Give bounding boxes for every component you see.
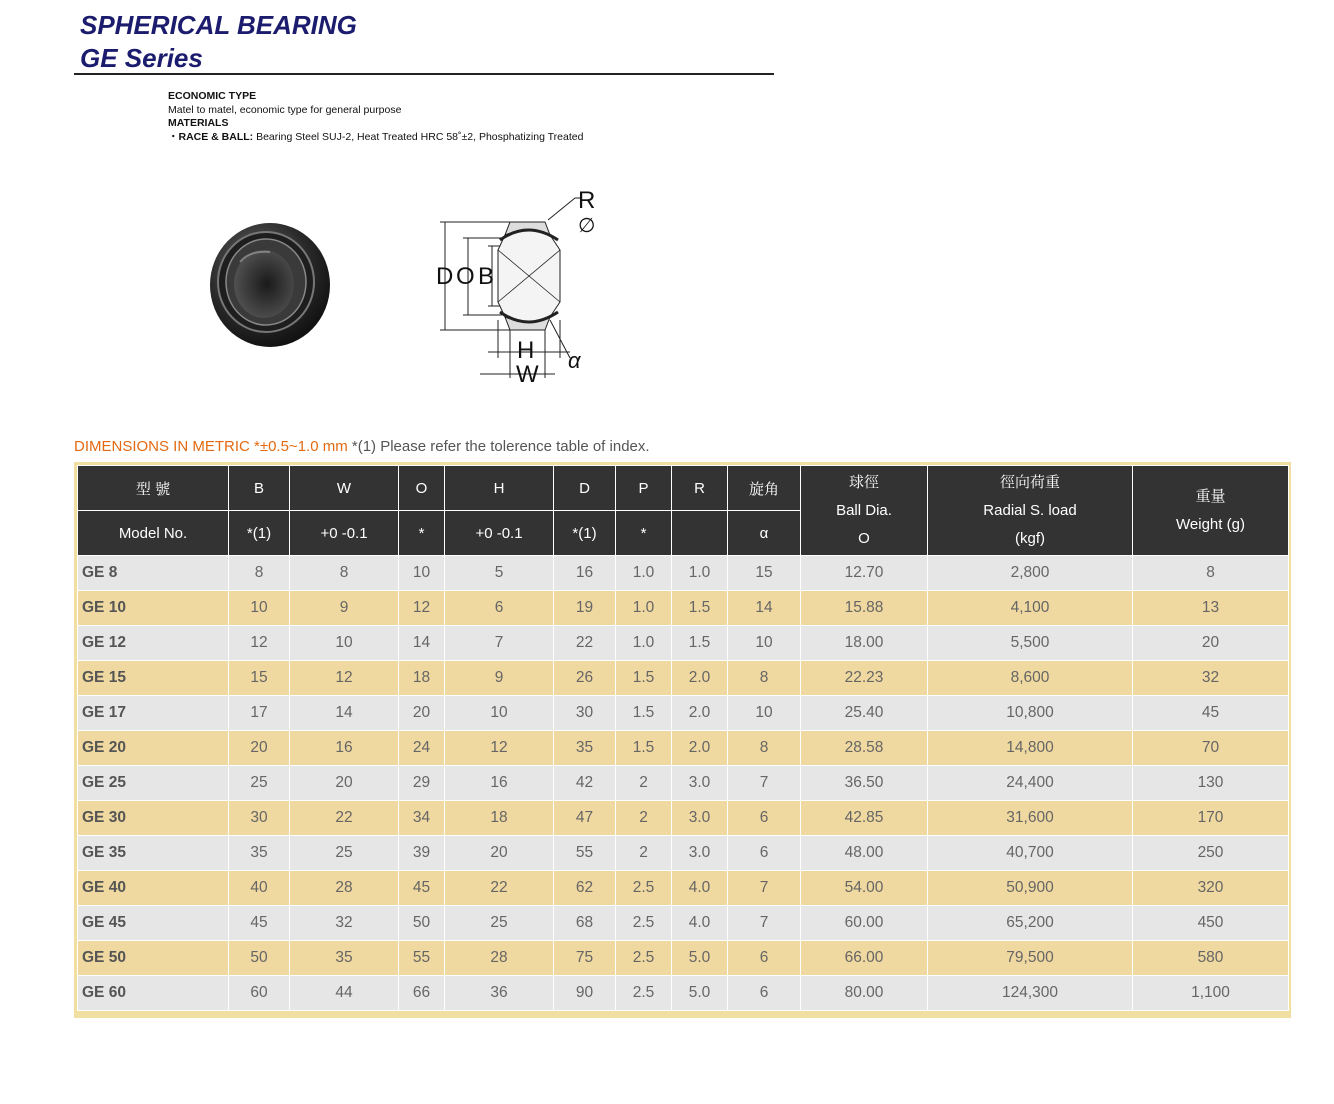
value-cell: 70 [1133,731,1289,766]
header-cell: 旋角 [728,466,801,511]
model-cell: GE 35 [78,836,229,871]
header-cell: *(1) [229,511,290,556]
header-cell-radial-load: 徑向荷重 Radial S. load (kgf) [928,466,1133,556]
value-cell: 29 [399,766,445,801]
value-cell: 40 [229,871,290,906]
value-cell: 32 [1133,661,1289,696]
value-cell: 2 [616,836,672,871]
value-cell: 18.00 [801,626,928,661]
table-row [78,801,1289,836]
table-row [78,976,1289,1011]
value-cell: 3.0 [672,766,728,801]
value-cell: 2 [616,801,672,836]
product-description [168,90,583,144]
race-label: ・RACE & BALL: [168,130,254,143]
value-cell: 66 [399,976,445,1011]
model-cell: GE 12 [78,626,229,661]
value-cell: 22.23 [801,661,928,696]
value-cell: 1.0 [616,556,672,591]
value-cell: 60 [229,976,290,1011]
value-cell: 7 [445,626,554,661]
value-cell: 19 [554,591,616,626]
value-cell: 7 [728,871,801,906]
table-row [78,941,1289,976]
value-cell: 17 [229,696,290,731]
value-cell: 47 [554,801,616,836]
header-cell: B [229,466,290,511]
value-cell: 14 [290,696,399,731]
value-cell: 5.0 [672,941,728,976]
value-cell: 35 [229,836,290,871]
dimensions-note [74,438,650,455]
value-cell: 25 [445,906,554,941]
table-row [78,871,1289,906]
value-cell: 15.88 [801,591,928,626]
diagram-label-o: O [456,263,475,290]
model-cell: GE 40 [78,871,229,906]
value-cell: 45 [1133,696,1289,731]
value-cell: 10 [290,626,399,661]
value-cell: 54.00 [801,871,928,906]
value-cell: 35 [290,941,399,976]
diagram-label-w: W [516,361,539,388]
value-cell: 1.0 [616,591,672,626]
dimensions-note-tolerance: *(1) Please refer the tolerence table of index. [347,438,650,455]
value-cell: 14 [728,591,801,626]
value-cell: 35 [554,731,616,766]
value-cell: 2.5 [616,941,672,976]
value-cell: 20 [1133,626,1289,661]
value-cell: 50,900 [928,871,1133,906]
header-cell: W [290,466,399,511]
materials-line [168,131,583,145]
value-cell: 42.85 [801,801,928,836]
value-cell: 14,800 [928,731,1133,766]
dimensions-table-frame [74,462,1291,1018]
header-cell: +0 -0.1 [290,511,399,556]
type-label: ECONOMIC TYPE [168,90,257,102]
value-cell: 25.40 [801,696,928,731]
value-cell: 66.00 [801,941,928,976]
value-cell: 34 [399,801,445,836]
table-row [78,556,1289,591]
value-cell: 14 [399,626,445,661]
value-cell: 2,800 [928,556,1133,591]
value-cell: 40,700 [928,836,1133,871]
value-cell: 2.5 [616,976,672,1011]
value-cell: 8,600 [928,661,1133,696]
model-cell: GE 10 [78,591,229,626]
value-cell: 12 [229,626,290,661]
value-cell: 12.70 [801,556,928,591]
value-cell: 5,500 [928,626,1133,661]
value-cell: 22 [445,871,554,906]
table-row [78,766,1289,801]
value-cell: 15 [229,661,290,696]
value-cell: 6 [445,591,554,626]
value-cell: 80.00 [801,976,928,1011]
bearing-photo [200,210,340,355]
model-cell: GE 60 [78,976,229,1011]
value-cell: 20 [399,696,445,731]
value-cell: 7 [728,906,801,941]
diagram-label-b: B [478,263,495,290]
header-row-1 [78,466,1289,511]
value-cell: 18 [445,801,554,836]
value-cell: 10 [399,556,445,591]
value-cell: 13 [1133,591,1289,626]
value-cell: 8 [728,661,801,696]
value-cell: 7 [728,766,801,801]
model-cell: GE 15 [78,661,229,696]
value-cell: 124,300 [928,976,1133,1011]
value-cell: 8 [728,731,801,766]
value-cell: 8 [1133,556,1289,591]
diagram-label-phi: ∅ [578,215,596,237]
value-cell: 22 [290,801,399,836]
value-cell: 2.5 [616,906,672,941]
model-cell: GE 50 [78,941,229,976]
value-cell: 16 [290,731,399,766]
value-cell: 60.00 [801,906,928,941]
value-cell: 18 [399,661,445,696]
value-cell: 6 [728,941,801,976]
value-cell: 22 [554,626,616,661]
bearing-cross-section-diagram [430,180,620,390]
value-cell: 12 [290,661,399,696]
value-cell: 20 [229,731,290,766]
header-cell: P [616,466,672,511]
dimensions-note-metric: DIMENSIONS IN METRIC *±0.5~1.0 mm [74,438,348,455]
value-cell: 4,100 [928,591,1133,626]
value-cell: 5 [445,556,554,591]
model-cell: GE 45 [78,906,229,941]
value-cell: 36 [445,976,554,1011]
value-cell: 55 [399,941,445,976]
value-cell: 16 [554,556,616,591]
value-cell: 62 [554,871,616,906]
header-cell: * [399,511,445,556]
value-cell: 6 [728,976,801,1011]
value-cell: 9 [290,591,399,626]
header-cell: α [728,511,801,556]
value-cell: 2.5 [616,871,672,906]
value-cell: 75 [554,941,616,976]
diagram-label-r: R [578,187,596,214]
value-cell: 45 [229,906,290,941]
value-cell: 3.0 [672,801,728,836]
model-cell: GE 8 [78,556,229,591]
value-cell: 8 [290,556,399,591]
value-cell: 1.5 [672,626,728,661]
value-cell: 90 [554,976,616,1011]
value-cell: 20 [445,836,554,871]
page-subtitle: GE Series [80,43,203,73]
value-cell: 10 [728,696,801,731]
value-cell: 2 [616,766,672,801]
value-cell: 1.0 [616,626,672,661]
value-cell: 6 [728,836,801,871]
header-cell-ball-dia: 球徑 Ball Dia. O [801,466,928,556]
value-cell: 12 [445,731,554,766]
table-row [78,836,1289,871]
model-cell: GE 17 [78,696,229,731]
value-cell: 68 [554,906,616,941]
value-cell: 50 [399,906,445,941]
value-cell: 45 [399,871,445,906]
table-row [78,906,1289,941]
value-cell: 65,200 [928,906,1133,941]
table-body [78,556,1289,1011]
value-cell: 9 [445,661,554,696]
value-cell: 2.0 [672,661,728,696]
value-cell: 1.5 [616,661,672,696]
value-cell: 580 [1133,941,1289,976]
value-cell: 79,500 [928,941,1133,976]
diagram-label-h: H [517,337,535,364]
value-cell: 36.50 [801,766,928,801]
value-cell: 48.00 [801,836,928,871]
value-cell: 2.0 [672,731,728,766]
value-cell: 10,800 [928,696,1133,731]
value-cell: 15 [728,556,801,591]
value-cell: 26 [554,661,616,696]
value-cell: 24,400 [928,766,1133,801]
table-row [78,661,1289,696]
value-cell: 55 [554,836,616,871]
header-cell [672,511,728,556]
value-cell: 4.0 [672,906,728,941]
value-cell: 10 [229,591,290,626]
value-cell: 320 [1133,871,1289,906]
model-cell: GE 20 [78,731,229,766]
value-cell: 1.0 [672,556,728,591]
table-row [78,591,1289,626]
value-cell: 1.5 [616,696,672,731]
header-cell: Model No. [78,511,229,556]
value-cell: 6 [728,801,801,836]
header-cell: H [445,466,554,511]
value-cell: 44 [290,976,399,1011]
value-cell: 28 [290,871,399,906]
table-row [78,696,1289,731]
value-cell: 31,600 [928,801,1133,836]
value-cell: 12 [399,591,445,626]
value-cell: 20 [290,766,399,801]
dimensions-table [77,465,1289,1011]
value-cell: 39 [399,836,445,871]
header-cell: * [616,511,672,556]
value-cell: 24 [399,731,445,766]
model-cell: GE 25 [78,766,229,801]
value-cell: 8 [229,556,290,591]
header-cell: R [672,466,728,511]
value-cell: 10 [728,626,801,661]
value-cell: 30 [554,696,616,731]
header-cell-weight: 重量 Weight (g) [1133,466,1289,556]
model-cell: GE 30 [78,801,229,836]
diagram-label-alpha: α [568,348,581,373]
value-cell: 1,100 [1133,976,1289,1011]
race-text: Bearing Steel SUJ-2, Heat Treated HRC 58˚±2, Phosphatizing Treated [253,130,584,143]
table-row [78,626,1289,661]
value-cell: 130 [1133,766,1289,801]
page-title: SPHERICAL BEARING [80,10,357,40]
materials-label: MATERIALS [168,117,229,129]
value-cell: 16 [445,766,554,801]
value-cell: 30 [229,801,290,836]
table-row [78,731,1289,766]
header-cell: 型 號 [78,466,229,511]
value-cell: 32 [290,906,399,941]
header-cell: +0 -0.1 [445,511,554,556]
title-divider [74,73,774,75]
value-cell: 5.0 [672,976,728,1011]
value-cell: 170 [1133,801,1289,836]
value-cell: 42 [554,766,616,801]
header-cell: *(1) [554,511,616,556]
header-cell: O [399,466,445,511]
value-cell: 10 [445,696,554,731]
header-cell: D [554,466,616,511]
type-text: Matel to matel, economic type for general purpose [168,103,402,116]
value-cell: 28.58 [801,731,928,766]
value-cell: 25 [290,836,399,871]
value-cell: 450 [1133,906,1289,941]
value-cell: 50 [229,941,290,976]
value-cell: 1.5 [672,591,728,626]
value-cell: 1.5 [616,731,672,766]
value-cell: 2.0 [672,696,728,731]
value-cell: 25 [229,766,290,801]
value-cell: 250 [1133,836,1289,871]
table-header [78,466,1289,556]
value-cell: 3.0 [672,836,728,871]
value-cell: 4.0 [672,871,728,906]
diagram-label-d: D [436,263,454,290]
value-cell: 28 [445,941,554,976]
